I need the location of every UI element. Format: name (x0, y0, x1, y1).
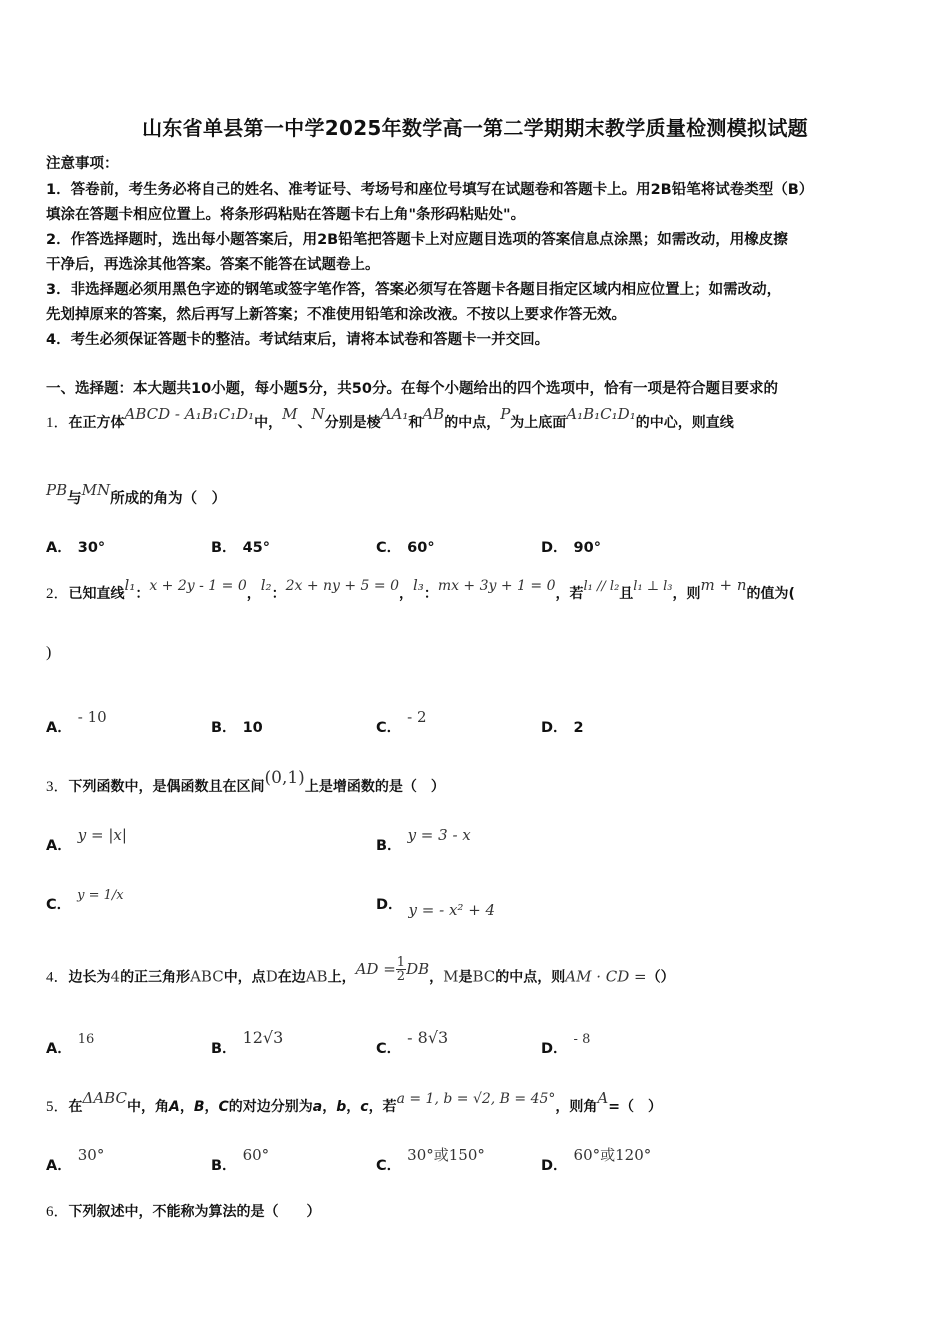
option-d[interactable]: D． y = - x² + 4 (376, 897, 496, 919)
question-number: 6． (46, 1204, 69, 1220)
math: m + n (700, 576, 747, 594)
question-2: 2．已知直线l₁：x + 2y - 1 = 0，l₂：2x + ny + 5 = 0，l₃：mx + 3y + 1 = 0，若l₁ // l₂且l₁ ⊥ l₃，则m + n的值为( (46, 576, 795, 602)
question-number: 4． (46, 969, 69, 986)
option-d[interactable]: D．60°或120° (541, 1146, 652, 1174)
option-c[interactable]: C．y = 1/x (46, 888, 124, 913)
math: mx + 3y + 1 = 0 (437, 578, 556, 594)
option-b[interactable]: B．60° (211, 1146, 270, 1174)
option-c[interactable]: C． 60° (376, 540, 435, 556)
math: l₁ // l₂ (583, 579, 620, 594)
question-number: 3． (46, 779, 69, 795)
math: AB (422, 405, 445, 423)
option-c[interactable]: C．- 8√3 (376, 1028, 449, 1057)
math: l₃ (413, 576, 424, 594)
math: A₁B₁C₁D₁ (566, 405, 636, 423)
question-number: 1． (46, 415, 69, 431)
math: M (282, 405, 298, 423)
notice-line: 1．答卷前，考生务必将自己的姓名、准考证号、考场号和座位号填写在试题卷和答题卡上。用2B铅笔将试卷类型（B） (46, 182, 814, 198)
notice-line: 3．非选择题必须用黑色字迹的钢笔或签字笔作答，答案必须写在答题卡各题目指定区域内相应位置上；如需改动， (46, 282, 782, 298)
math: AB (305, 967, 328, 986)
notice-line: 4．考生必须保证答题卡的整洁。考试结束后，请将本试卷和答题卡一并交回。 (46, 332, 550, 348)
notice-line: 2．作答选择题时，选出每小题答案后，用2B铅笔把答题卡上对应题目选项的答案信息点涂黑；如需改动，用橡皮擦 (46, 232, 788, 248)
notice-line: 先划掉原来的答案，然后再写上新答案；不准使用铅笔和涂改液。不按以上要求作答无效。 (46, 307, 626, 323)
option-b[interactable]: B． 45° (211, 540, 270, 556)
option-a[interactable]: A．16 (46, 1032, 95, 1057)
math: MN (81, 481, 111, 499)
math: ABCD - A₁B₁C₁D₁ (124, 405, 255, 423)
math: PB (46, 481, 68, 499)
math: (0,1) (264, 768, 305, 788)
question-3: 3．下列函数中，是偶函数且在区间(0,1)上是增函数的是（ ） (46, 768, 445, 795)
notice-line: 填涂在答题卡相应位置上。将条形码粘贴在答题卡右上角"条形码粘贴处"。 (46, 207, 526, 223)
math: M (443, 967, 459, 986)
question-4: 4．边长为4的正三角形ABC中，点D在边AB上，AD = $\frac{1}{2}$ DB，M是BC的中点，则AM · CD =（） (46, 955, 675, 986)
option-d[interactable]: D．- 8 (541, 1032, 591, 1057)
option-d[interactable]: D． 90° (541, 540, 601, 556)
math: D (265, 967, 278, 986)
math: AD = $\frac{1}{2}$ DB (355, 955, 430, 984)
math: x + 2y - 1 = 0 (149, 578, 247, 594)
option-a[interactable]: A．y = |x| (46, 826, 127, 854)
question-5: 5．在ΔABC中，角A，B，C的对边分别为a，b，c，若a = 1, b = √2, B = 45°，则角A=（ ） (46, 1089, 662, 1115)
math: AA₁ (380, 405, 409, 423)
notice-heading: 注意事项： (46, 156, 119, 172)
option-b[interactable]: B． 10 (211, 720, 263, 736)
notice-line: 干净后，再选涂其他答案。答案不能答在试题卷上。 (46, 257, 380, 273)
math: ΔABC (82, 1089, 127, 1107)
math: l₂ (260, 576, 272, 594)
math: A (597, 1089, 609, 1107)
question-number: 5． (46, 1099, 69, 1115)
option-c[interactable]: C．- 2 (376, 708, 427, 736)
section-heading: 一、选择题：本大题共10小题，每小题5分，共50分。在每个小题给出的四个选项中，恰有一项是符合题目要求的 (46, 381, 778, 397)
math: P (500, 405, 511, 423)
question-number: 2． (46, 586, 69, 602)
math: ABC (190, 967, 224, 986)
math: BC (472, 967, 496, 986)
question-6: 6．下列叙述中，不能称为算法的是（ ） (46, 1204, 321, 1220)
option-b[interactable]: B．12√3 (211, 1028, 284, 1057)
math: 2x + ny + 5 = 0 (285, 578, 399, 594)
option-d[interactable]: D． 2 (541, 720, 584, 736)
math: 4 (110, 967, 121, 986)
option-b[interactable]: B．y = 3 - x (376, 826, 471, 854)
option-a[interactable]: A．- 10 (46, 708, 107, 736)
option-a[interactable]: A． 30° (46, 540, 106, 556)
option-a[interactable]: A．30° (46, 1146, 105, 1174)
math: l₁ (124, 576, 136, 594)
question-1-cont: PB与MN所成的角为（ ） (46, 481, 227, 507)
question-2-cont: ) (46, 644, 52, 661)
math: l₁ ⊥ l₃ (633, 579, 673, 594)
question-1: 1．在正方体ABCD - A₁B₁C₁D₁中，M、N分别是棱AA₁和AB的中点，P为上底面A₁B₁C₁D₁的中心，则直线 (46, 405, 734, 431)
fraction: $\frac{1}{2}$ (396, 955, 406, 984)
page-title: 山东省单县第一中学2025年数学高一第二学期期末教学质量检测模拟试题 (142, 116, 808, 140)
math: AM · CD = (565, 967, 647, 986)
math: a = 1, b = √2, B = 45° (396, 1091, 556, 1107)
option-c[interactable]: C．30°或150° (376, 1146, 485, 1174)
math: N (311, 405, 325, 423)
